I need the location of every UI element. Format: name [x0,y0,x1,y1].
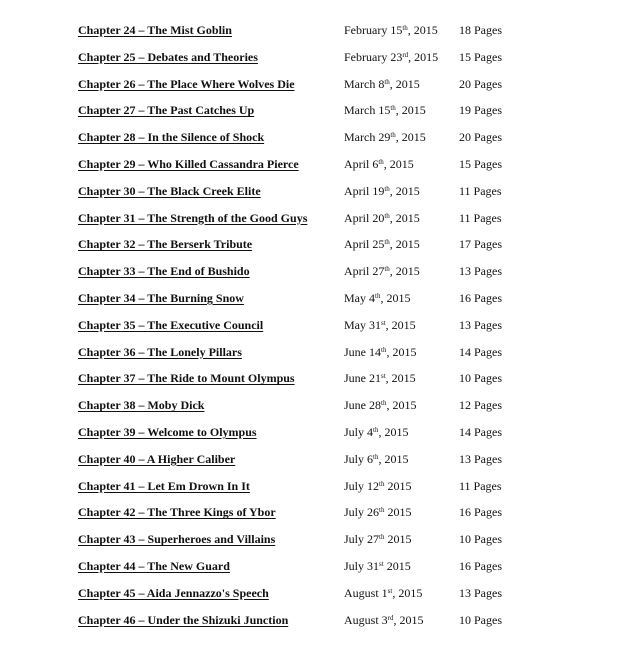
date-year: , 2015 [389,76,420,91]
chapter-row [0,48,627,75]
date-day: July 27 [344,532,380,547]
chapter-page-count: 13 Pages [459,585,502,600]
date-ordinal-suffix: st [379,559,384,568]
chapter-page-count: 13 Pages [459,317,502,332]
date-ordinal-suffix: st [381,372,386,381]
date-ordinal-suffix: th [379,479,385,488]
chapter-title-link[interactable]: Chapter 27 – The Past Catches Up [78,103,255,118]
date-ordinal-suffix: th [381,399,387,408]
date-year: 2015 [384,505,412,520]
date-day: April 25 [344,237,385,252]
chapter-title-link[interactable]: Chapter 24 – The Mist Goblin [78,23,232,37]
date-year: , 2015 [389,264,420,279]
date-year: 2015 [383,558,411,573]
chapter-page-count: 18 Pages [459,23,502,37]
chapter-title-link[interactable]: Chapter 40 – A Higher Caliber [78,451,236,466]
date-ordinal-suffix: th [384,211,390,220]
date-year: , 2015 [408,49,439,64]
chapter-row [0,316,627,343]
chapter-row [0,262,627,289]
date-year: , 2015 [393,612,424,627]
date-year: , 2015 [389,237,420,252]
chapter-title-link[interactable]: Chapter 34 – The Burning Snow [78,290,244,305]
chapter-title-link[interactable]: Chapter 38 – Moby Dick [78,398,205,413]
chapter-title-link[interactable]: Chapter 39 – Welcome to Olympus [78,424,257,439]
date-ordinal-suffix: th [378,157,384,166]
chapter-title-link[interactable]: Chapter 26 – The Place Where Wolves Die [78,76,295,91]
chapter-page-count: 10 Pages [459,612,502,627]
date-day: July 31 [344,558,380,573]
chapter-page-count: 11 Pages [459,478,502,493]
chapter-date [344,184,420,198]
chapter-page-count: 15 Pages [459,49,502,64]
chapter-row [0,477,627,504]
chapter-date [344,586,422,600]
date-day: July 4 [344,424,374,439]
chapter-title-link[interactable]: Chapter 44 – The New Guard [78,558,230,573]
date-year: , 2015 [386,344,417,359]
chapter-date [344,77,420,91]
chapter-date [344,613,424,627]
chapter-title-link[interactable]: Chapter 35 – The Executive Council [78,317,264,332]
date-day: March 8 [344,76,385,91]
chapter-title-link[interactable]: Chapter 33 – The End of Bushido [78,264,250,279]
chapter-title-link[interactable]: Chapter 45 – Aida Jennazzo's Speech [78,585,269,600]
date-day: May 4 [344,290,375,305]
chapter-row [0,369,627,396]
date-ordinal-suffix: th [373,452,379,461]
chapter-row [0,235,627,262]
chapter-page-count: 16 Pages [459,558,502,573]
chapter-page-count: 14 Pages [459,424,502,439]
chapter-date [344,264,420,278]
chapter-page-count: 17 Pages [459,237,502,252]
chapter-row [0,611,627,638]
date-year: , 2015 [407,23,438,37]
date-day: April 20 [344,210,385,225]
chapter-date [344,211,420,225]
chapter-row [0,343,627,370]
chapter-date [344,345,416,359]
chapter-title-link[interactable]: Chapter 29 – Who Killed Cassandra Pierce [78,156,299,171]
chapter-row [0,584,627,611]
date-year: , 2015 [395,130,426,145]
date-day: July 6 [344,451,374,466]
date-ordinal-suffix: th [384,265,390,274]
date-year: 2015 [384,478,412,493]
chapter-title-link[interactable]: Chapter 43 – Superheroes and Villains [78,532,276,547]
chapter-title-link[interactable]: Chapter 46 – Under the Shizuki Junction [78,612,289,627]
date-day: June 21 [344,371,381,386]
chapter-title-link[interactable]: Chapter 42 – The Three Kings of Ybor [78,505,276,520]
chapter-row [0,289,627,316]
chapter-date [344,237,420,251]
date-day: March 15 [344,103,391,118]
chapter-row [0,503,627,530]
date-day: May 31 [344,317,381,332]
date-year: , 2015 [385,317,416,332]
chapter-title-link[interactable]: Chapter 32 – The Berserk Tribute [78,237,253,252]
chapter-page-count: 20 Pages [459,76,502,91]
date-day: February 23 [344,49,403,64]
date-ordinal-suffix: th [384,238,390,247]
chapter-row [0,209,627,236]
chapter-date [344,23,438,37]
chapter-page-count: 10 Pages [459,532,502,547]
chapter-page-count: 14 Pages [459,344,502,359]
chapter-date [344,452,408,466]
chapter-page-count: 10 Pages [459,371,502,386]
chapter-page-count: 12 Pages [459,398,502,413]
chapter-row [0,75,627,102]
chapter-row [0,423,627,450]
chapter-date [344,291,410,305]
chapter-list [0,21,627,637]
date-ordinal-suffix: rd [387,613,394,622]
chapter-page-count: 15 Pages [459,156,502,171]
date-ordinal-suffix: th [379,533,385,542]
date-year: , 2015 [380,290,411,305]
date-ordinal-suffix: th [381,345,387,354]
chapter-row [0,557,627,584]
chapter-row [0,182,627,209]
date-ordinal-suffix: st [387,586,393,595]
date-year: , 2015 [392,585,423,600]
chapter-row [0,21,627,48]
chapter-page-count: 16 Pages [459,290,502,305]
date-ordinal-suffix: th [384,77,390,86]
date-day: July 12 [344,478,380,493]
chapter-title-link[interactable]: Chapter 31 – The Strength of the Good Guys [78,210,308,225]
chapter-row [0,450,627,477]
date-ordinal-suffix: th [390,131,396,140]
date-ordinal-suffix: st [381,318,386,327]
date-ordinal-suffix: th [375,291,381,300]
chapter-date [344,559,411,573]
date-day: August 3 [344,612,388,627]
chapter-date [344,371,416,385]
date-day: February 15 [344,23,403,37]
date-year: , 2015 [395,103,426,118]
chapter-page-count: 13 Pages [459,264,502,279]
chapter-date [344,318,416,332]
chapter-date [344,50,438,64]
date-year: , 2015 [378,451,409,466]
date-year: , 2015 [386,398,417,413]
chapter-row [0,128,627,155]
chapter-date [344,505,411,519]
date-year: 2015 [384,532,412,547]
chapter-title-link[interactable]: Chapter 36 – The Lonely Pillars [78,344,242,359]
chapter-date [344,130,426,144]
date-ordinal-suffix: th [402,24,408,32]
chapter-title-link[interactable]: Chapter 25 – Debates and Theories [78,49,258,64]
chapter-title-link[interactable]: Chapter 41 – Let Em Drown In It [78,478,250,493]
chapter-date [344,157,414,171]
date-year: , 2015 [383,156,414,171]
chapter-title-link[interactable]: Chapter 30 – The Black Creek Elite [78,183,261,198]
date-day: July 26 [344,505,380,520]
chapter-date [344,425,408,439]
chapter-row [0,396,627,423]
date-day: April 6 [344,156,379,171]
chapter-row [0,101,627,128]
chapter-date [344,532,411,546]
date-ordinal-suffix: rd [402,50,409,59]
date-day: April 19 [344,183,385,198]
date-day: August 1 [344,585,388,600]
date-day: March 29 [344,130,391,145]
date-ordinal-suffix: th [390,104,396,113]
chapter-page-count: 13 Pages [459,451,502,466]
chapter-page-count: 11 Pages [459,183,502,198]
chapter-page-count: 20 Pages [459,130,502,145]
chapter-page-count: 11 Pages [459,210,502,225]
chapter-page-count: 19 Pages [459,103,502,118]
date-day: June 28 [344,398,381,413]
date-ordinal-suffix: th [384,184,390,193]
date-day: April 27 [344,264,385,279]
chapter-title-link[interactable]: Chapter 37 – The Ride to Mount Olympus [78,371,295,386]
date-day: June 14 [344,344,381,359]
chapter-row [0,530,627,557]
date-year: , 2015 [389,183,420,198]
chapter-date [344,398,416,412]
date-year: , 2015 [385,371,416,386]
chapter-page-count: 16 Pages [459,505,502,520]
date-year: , 2015 [389,210,420,225]
chapter-row [0,155,627,182]
chapter-date [344,479,411,493]
date-ordinal-suffix: th [373,425,379,434]
chapter-title-link[interactable]: Chapter 28 – In the Silence of Shock [78,130,265,145]
date-year: , 2015 [378,424,409,439]
chapter-date [344,103,426,117]
date-ordinal-suffix: th [379,506,385,515]
